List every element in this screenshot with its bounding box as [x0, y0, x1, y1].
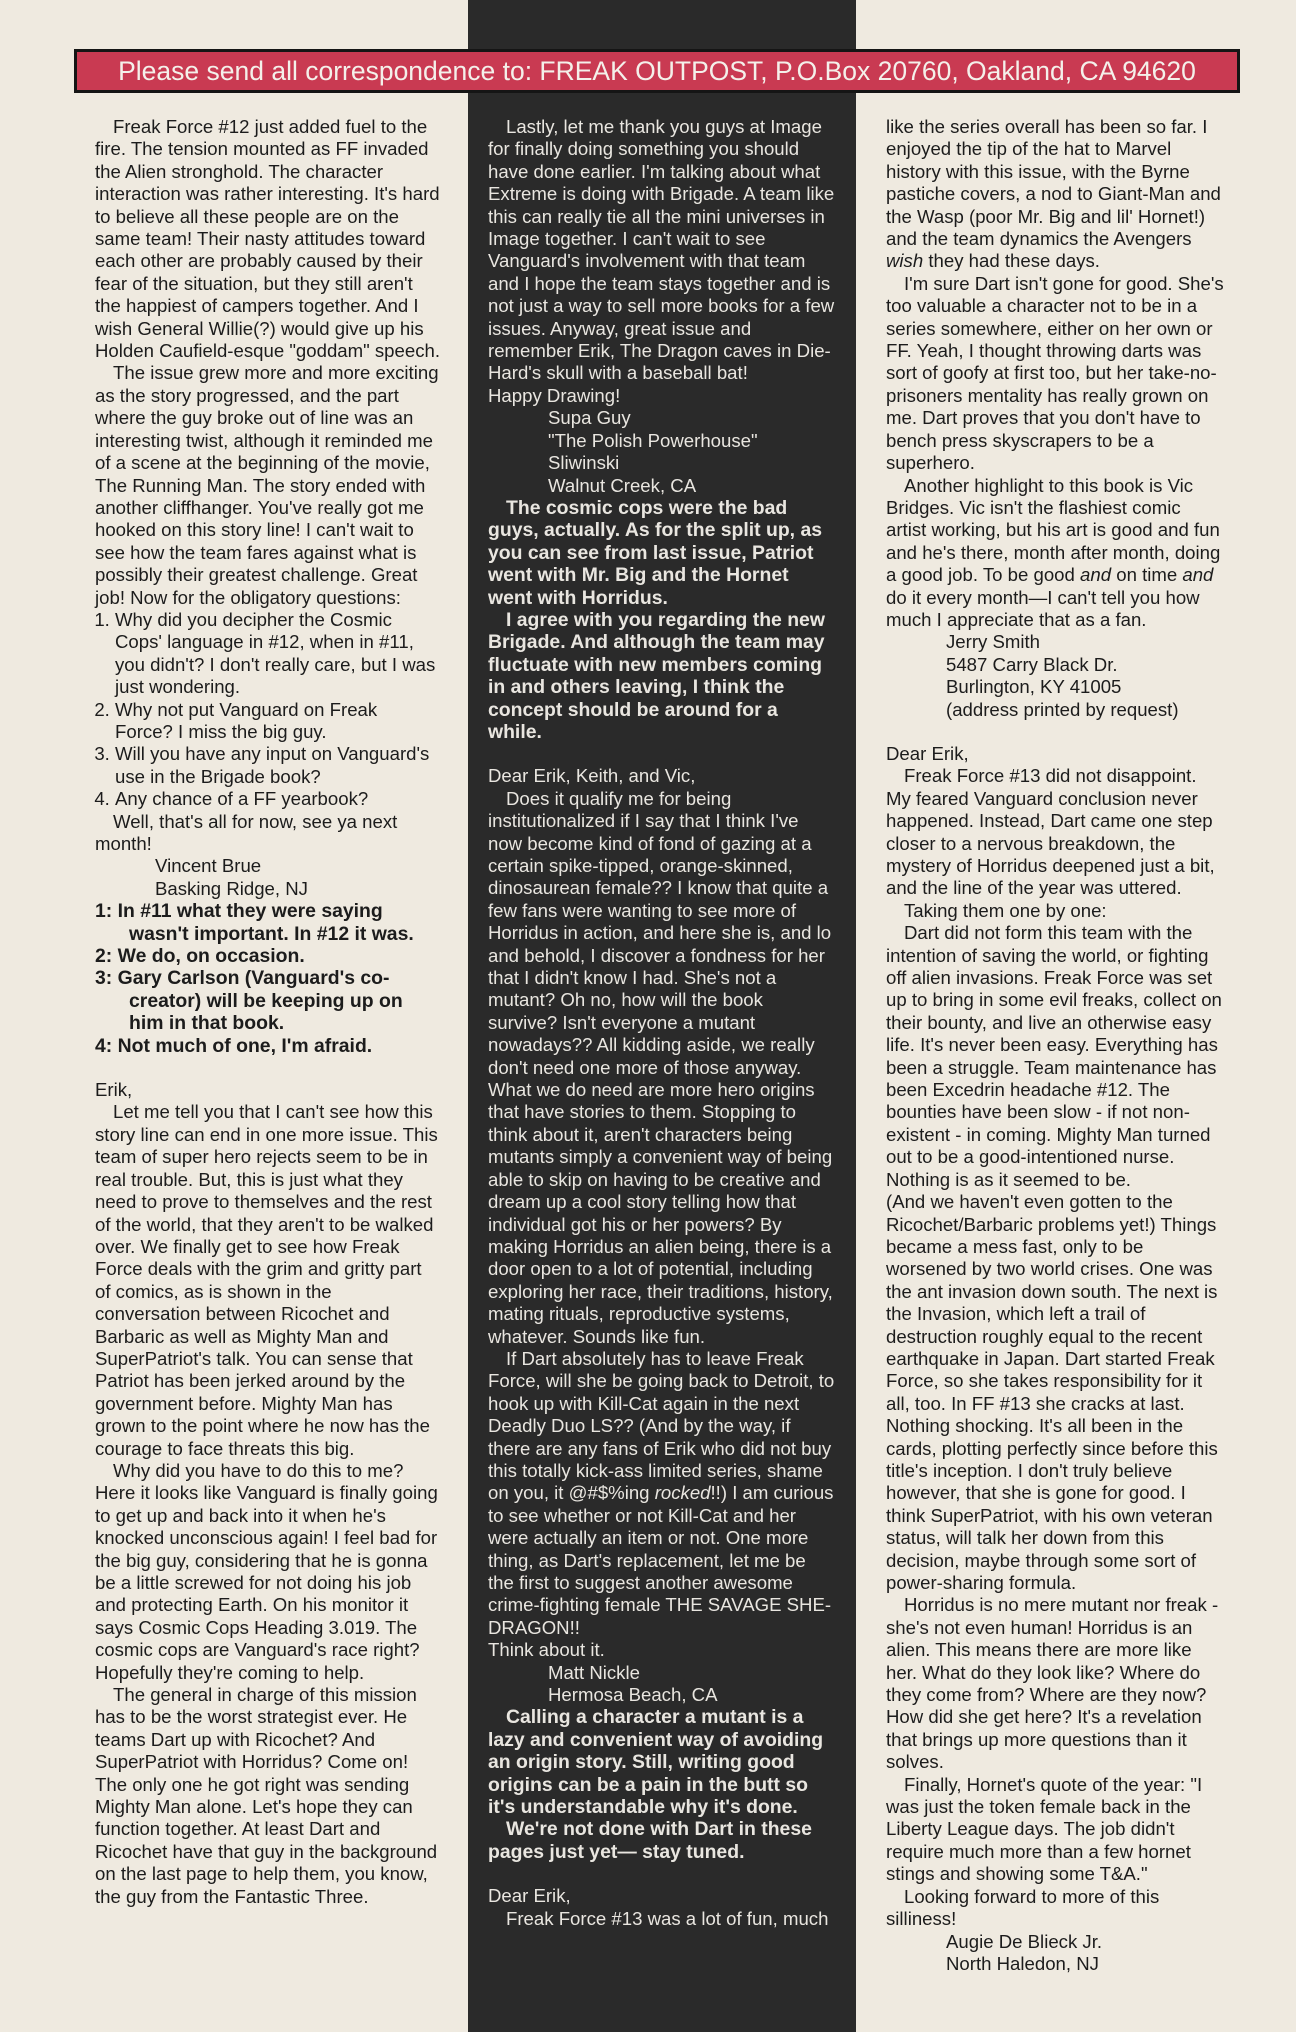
- letter-paragraph: Lastly, let me thank you guys at Image for finally doing something you should have done earlier. I'm talking about what Extreme is doing with Brigade. A team like this can really tie all the mini universes in Image together. I can't wait to see Vanguard's involvement with that team and I hope the team stays together and is not just a way to sell more books for a few issues. Anyway, great issue and remember Erik, The Dragon caves in Die-Hard's skull with a baseball bat!: [488, 116, 835, 384]
- right-column: [886, 116, 1224, 1975]
- signature-name: Augie De Blieck Jr.: [946, 1930, 1103, 1952]
- signature-name: Matt Nickle: [548, 1661, 640, 1683]
- signature: [488, 407, 836, 497]
- question-item: 1. Why did you decipher the Cosmic Cops' language in #12, when in #11, you didn't? I don't really care, but I was just wondering.: [115, 609, 440, 699]
- emphasis-text: and: [1182, 564, 1214, 586]
- editor-reply-item: 1: In #11 what they were saying wasn't important. In #12 it was.: [95, 900, 414, 945]
- text-run: they had these days.: [923, 250, 1100, 272]
- question-item: 3. Will you have any input on Vanguard's use in the Brigade book?: [115, 743, 440, 788]
- left-column: [95, 116, 440, 1908]
- letter-paragraph: I'm sure Dart isn't gone for good. She's too valuable a character not to be in a series somewhere, either on her own or FF. Yeah, I thought throwing darts was sort of goofy at first too, but her take-no-prisoners mentality has really grown on me. Dart proves that you don't have to bench press skyscrapers to be a superhero.: [886, 272, 1224, 474]
- signature-location: North Haledon, NJ: [946, 1952, 1099, 1974]
- letter-paragraph: Well, that's all for now, see ya next month!: [95, 810, 398, 854]
- emphasis-text: rocked: [654, 1482, 711, 1504]
- text-run: Another highlight to this book is Vic Bridges. Vic isn't the flashiest comic artist working, but his art is good and fun and he's there, month after month, doing a good job. To be good: [886, 474, 1221, 586]
- question-list: [95, 609, 440, 811]
- signature-line: Jerry Smith: [946, 631, 1041, 653]
- signature-line: "The Polish Powerhouse": [548, 429, 758, 451]
- editor-reply-list: [95, 900, 440, 1057]
- question-item: 2. Why not put Vanguard on Freak Force? I miss the big guy.: [115, 699, 440, 744]
- signature-line: 5487 Carry Black Dr.: [946, 653, 1118, 675]
- letter-greeting: Dear Erik,: [488, 1885, 571, 1907]
- editor-reply-paragraph: We're not done with Dart in these pages just yet— stay tuned.: [488, 1818, 812, 1863]
- editor-reply-item: 4: Not much of one, I'm afraid.: [95, 1034, 373, 1057]
- letter-paragraph: Let me tell you that I can't see how this story line can end in one more issue. This team of super hero rejects seem to be in real trouble. But, this is just what they need to prove to themselves and the rest of the world, that they aren't to be walked over. We finally get to see how Freak Force deals with the grim and gritty part of comics, as is shown in the conversation between Ricochet and Barbaric as well as Mighty Man and SuperPatriot's talk. You can sense that Patriot has been jerked around by the government before. Mighty Man has grown to the point where he now has the courage to face threats this big.: [95, 1101, 438, 1459]
- text-run: !!) I am curious to see whether or not Kill-Cat and her were actually an item or not. One more thing, as Dart's replacement, let me be the first to suggest another awesome crime-fighting female THE SAVAGE SHE-DRAGON!!: [488, 1482, 834, 1638]
- letter-paragraph: [886, 116, 1224, 273]
- editor-reply-paragraph: The cosmic cops were the bad guys, actually. As for the split up, as you can see from last issue, Patriot went with Mr. Big and the Hornet went with Horridus.: [488, 496, 823, 609]
- emphasis-text: and: [1080, 564, 1112, 586]
- signature: [488, 1662, 836, 1707]
- letter-paragraph: Finally, Hornet's quote of the year: "I was just the token female back in the Liberty League days. The job didn't require much more than a few hornet stings and showing some T&A.": [886, 1773, 1203, 1885]
- letter-paragraph: Freak Force #12 just added fuel to the fire. The tension mounted as FF invaded the Alien stronghold. The character interaction was rather interesting. It's hard to believe all these people are on the same team! Their nasty attitudes toward each other are probably caused by their fear of the situation, but they still aren't the happiest of campers together. And I wish General Willie(?) would give up his Holden Caufield-esque "goddam" speech.: [95, 116, 441, 362]
- signature-line: (address printed by request): [946, 698, 1179, 720]
- letter-paragraph: [488, 1348, 836, 1639]
- letter-paragraph: Horridus is no mere mutant nor freak - she's not even human! Horridus is an alien. This means there are more like her. What do they look like? Where do they come from? Where are they now? How did she get here? It's a revelation that brings up more questions than it solves.: [886, 1594, 1219, 1773]
- signature: [886, 631, 1224, 721]
- signature-line: Burlington, KY 41005: [946, 676, 1122, 698]
- letter-paragraph: The issue grew more and more exciting as the story progressed, and the part where the guy broke out of line was an interesting twist, although it reminded me of a scene at the beginning of the movie, The Running Man. The story ended with another cliffhanger. You've really got me hooked on this story line! I can't wait to see how the team fares against what is possibly their greatest challenge. Great job! Now for the obligatory questions:: [95, 362, 439, 608]
- letter-paragraph: Looking forward to more of this silliness!: [886, 1885, 1160, 1930]
- letter-paragraph: [886, 475, 1224, 632]
- signature-name: Vincent Brue: [155, 855, 262, 877]
- letter-greeting: Dear Erik,: [886, 742, 969, 764]
- text-run: like the series overall has been so far. I enjoyed the tip of the hat to Marvel history with this issue, with the Byrne pastiche covers, a nod to Giant-Man and the Wasp (poor Mr. Big and lil' Hornet!) and the team dynamics the Avengers: [886, 116, 1221, 250]
- editor-reply-item: 3: Gary Carlson (Vanguard's co-creator) will be keeping up on him in that book.: [95, 967, 403, 1035]
- question-item: 4. Any chance of a FF yearbook?: [115, 788, 440, 810]
- correspondence-banner: Please send all correspondence to: FREAK OUTPOST, P.O.Box 20760, Oakland, CA 94620: [74, 49, 1240, 93]
- letter-closing: Think about it.: [488, 1639, 605, 1661]
- editor-reply-paragraph: Calling a character a mutant is a lazy and convenient way of avoiding an origin story. Still, writing good origins can be a pain in the butt so it's understandable why it's done.: [488, 1706, 824, 1819]
- letter-paragraph: (And we haven't even gotten to the Ricochet/Barbaric problems yet!) Things became a mess fast, only to be worsened by two world crises. One was the ant invasion down south. The next is the Invasion, which left a trail of destruction roughly equal to the recent earthquake in Japan. Dart started Freak Force, so she takes responsibility for it all, too. In FF #13 she cracks at last. Nothing shocking. It's all been in the cards, plotting perfectly since before this title's inception. I don't truly believe however, that she is gone for good. I think SuperPatriot, with his own veteran status, will talk her down from this decision, maybe through some sort of power-sharing formula.: [886, 1191, 1218, 1593]
- letter-paragraph: The general in charge of this mission has to be the worst strategist ever. He teams Dart up with Ricochet? And SuperPatriot with Horridus? Come on! The only one he got right was sending Mighty Man alone. Let's hope they can function together. At least Dart and Ricochet have that guy in the background on the last page to help them, you know, the guy from the Fantastic Three.: [95, 1684, 438, 1907]
- signature-line: Sliwinski: [548, 452, 620, 474]
- signature-line: Supa Guy: [548, 407, 631, 429]
- letter-paragraph: Why did you have to do this to me? Here it looks like Vanguard is finally going to get up and back into it when he's knocked unconscious again! I feel bad for the big guy, considering that he is gonna be a little screwed for not doing his job and protecting Earth. On his monitor it says Cosmic Cops Heading 3.019. The cosmic cops are Vanguard's race right? Hopefully they're coming to help.: [95, 1459, 438, 1683]
- text-run: on time: [1111, 564, 1183, 586]
- editor-reply-paragraph: I agree with you regarding the new Brigade. And although the team may fluctuate with new members coming in and others leaving, I think the concept should be around for a while.: [488, 608, 825, 743]
- letter-paragraph: Does it qualify me for being institutionalized if I say that I think I've now become kind of fond of gazing at a certain spike-tipped, orange-skinned, dinosaurean female?? I know that quite a few fans were wanting to see more of Horridus in action, and here she is, and lo and behold, I discover a fondness for her that I didn't know I had. She's not a mutant? Oh no, how will the book survive? Isn't everyone a mutant nowadays?? All kidding aside, we really don't need one more of those anyway. What we do need are more hero origins that have stories to them. Stopping to think about it, aren't characters being mutants simply a convenient way of being able to skip on having to be creative and dream up a cool story telling how that individual got his or her powers? By making Horridus an alien being, there is a door open to a lot of potential, including exploring her race, their traditions, history, mating rituals, reproductive systems, whatever. Sounds like fun.: [488, 787, 833, 1347]
- text-run: do it every month—I can't tell you how much I appreciate that as a fan.: [886, 586, 1200, 630]
- editor-reply-item: 2: We do, on occasion.: [95, 945, 305, 968]
- signature: [95, 855, 440, 900]
- letter-greeting: Erik,: [95, 1079, 133, 1101]
- letter-paragraph: Freak Force #13 was a lot of fun, much: [506, 1907, 829, 1929]
- signature-line: Walnut Creek, CA: [548, 474, 697, 496]
- text-run: If Dart absolutely has to leave Freak Force, will she be going back to Detroit, to hook up with Kill-Cat again in the next Deadly Duo LS?? (And by the way, if there are any fans of Erik who did not buy this totally kick-ass limited series, shame on you, it @#$%ing: [488, 1347, 835, 1504]
- editor-reply: [488, 1706, 836, 1863]
- letter-closing: Happy Drawing!: [488, 384, 621, 406]
- letter-greeting: Dear Erik, Keith, and Vic,: [488, 765, 696, 787]
- emphasis-text: wish: [886, 250, 924, 272]
- signature-location: Basking Ridge, NJ: [155, 877, 308, 899]
- middle-column: [488, 116, 836, 1930]
- letter-paragraph: Freak Force #13 did not disappoint. My feared Vanguard conclusion never happened. Instead, Dart came one step closer to a nervous breakdown, the mystery of Horridus deepened just a bit, and the line of the year was uttered.: [886, 765, 1215, 899]
- letter-paragraph: Dart did not form this team with the intention of saving the world, or fighting off alien invasions. Freak Force was set up to bring in some evil freaks, collect on their bounty, and live an otherwise easy life. It's never been easy. Everything has been a struggle. Team maintenance has been Excedrin headache #12. The bounties have been slow - if not non-existent - in coming. Mighty Man turned out to be a good-intentioned nurse. Nothing is as it seemed to be.: [886, 922, 1222, 1190]
- editor-reply: [488, 497, 836, 743]
- signature: [886, 1931, 1224, 1976]
- signature-location: Hermosa Beach, CA: [548, 1684, 718, 1706]
- letter-paragraph: Taking them one by one:: [904, 899, 1107, 921]
